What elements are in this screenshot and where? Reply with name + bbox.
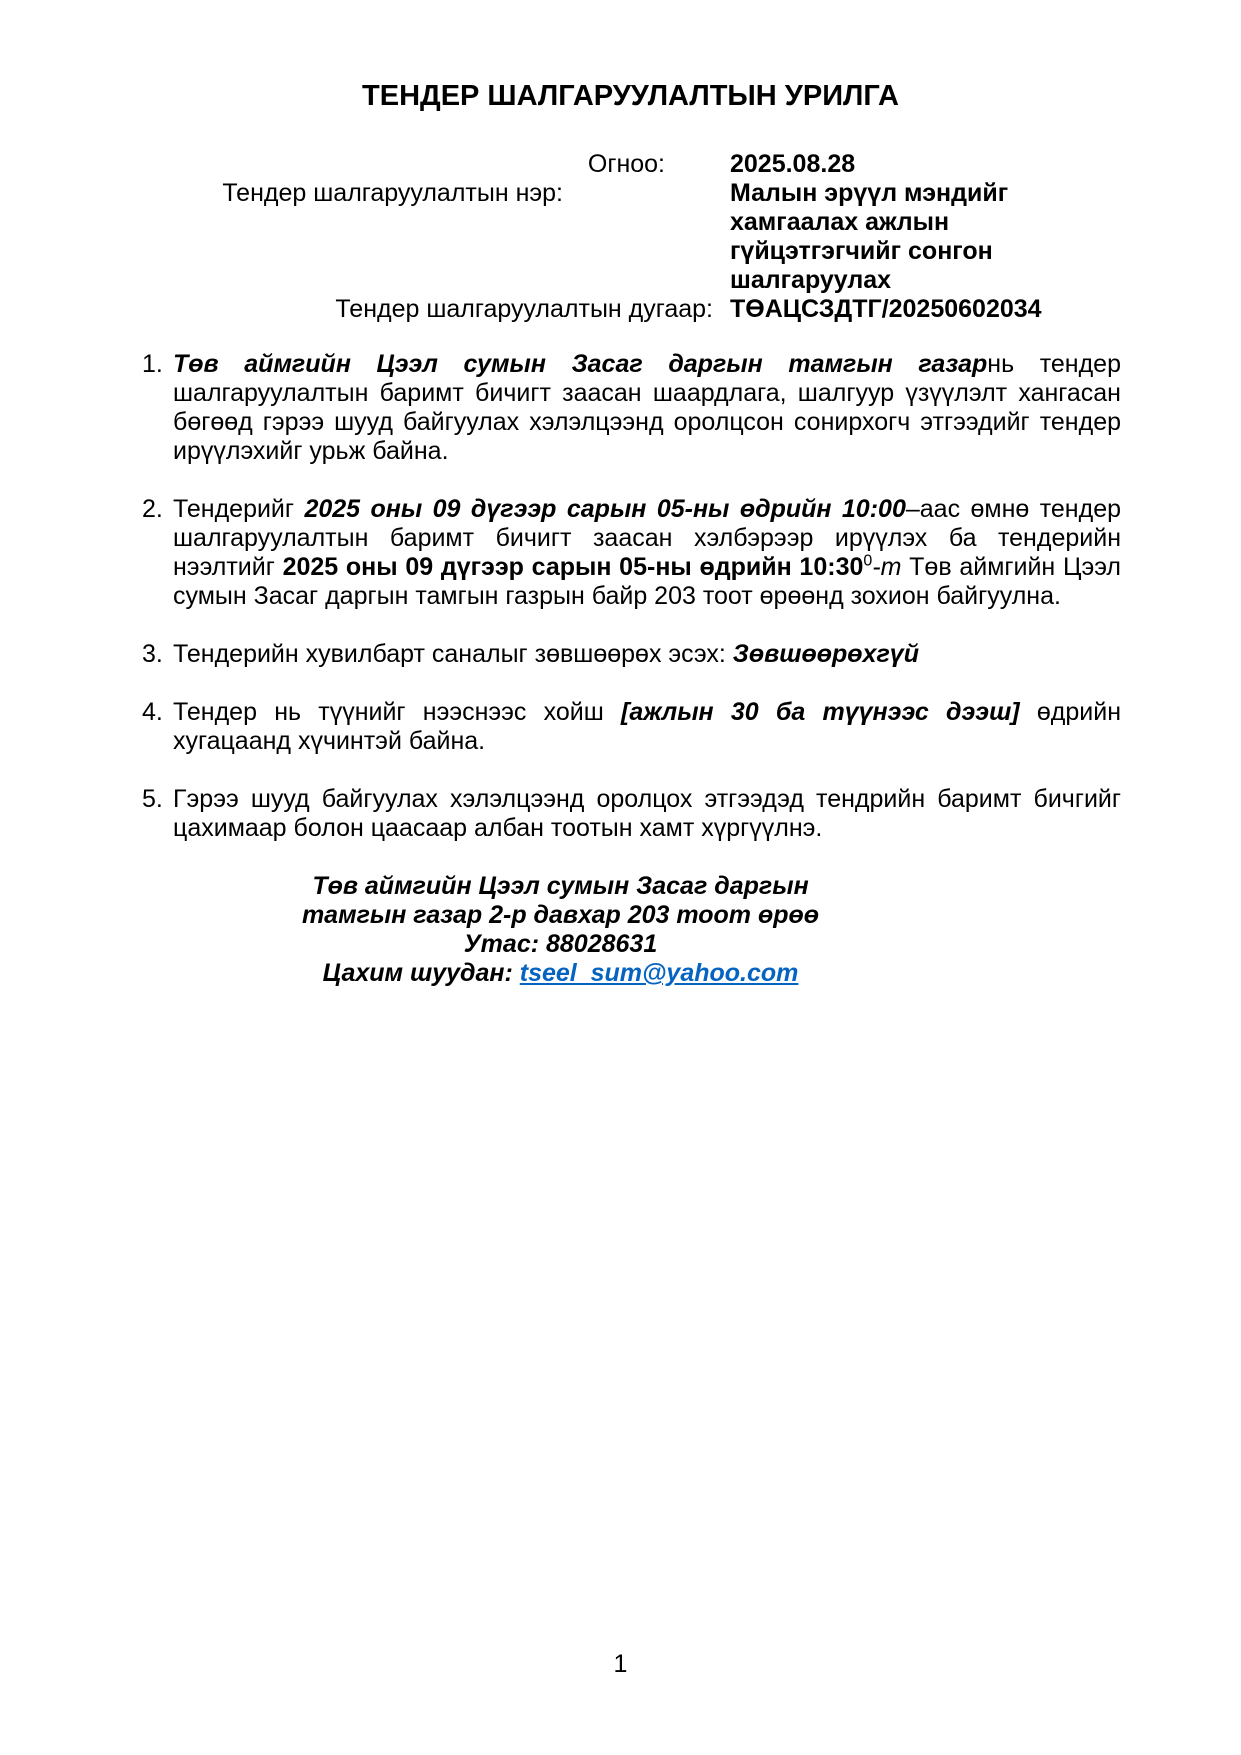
item-number: 2. <box>142 495 163 523</box>
item-text: Тендерийн хувилбарт саналыг зөвшөөрөх эсэх: <box>173 640 733 668</box>
list-item-1 <box>140 350 1121 466</box>
list-item-4 <box>140 698 1121 756</box>
tender-name-value: Малын эрүүл мэндийг хамгаалах ажлын гүйцэтгэгчийг сонгон шалгаруулах <box>730 179 1009 294</box>
item-number: 3. <box>142 640 163 668</box>
list-item-5 <box>140 785 1121 843</box>
tender-name-label: Тендер шалгаруулалтын нэр: <box>222 179 563 207</box>
suffix: -т <box>872 553 902 581</box>
tender-number-label: Тендер шалгаруулалтын дугаар: <box>335 295 713 323</box>
email-label: Цахим шуудан: <box>322 959 520 987</box>
date-value: 2025.08.28 <box>730 150 856 178</box>
contact-phone: Утас: 88028631 <box>463 930 658 958</box>
validity-period: [ажлын 30 ба түүнээс дээш] <box>621 698 1020 726</box>
item-text: Төв аймгийн Цээл сумын Засаг даргын тамгын газрын байр 203 тоот өрөөнд зохион байгуулна. <box>173 553 1121 610</box>
item-text: Гэрээ шууд байгуулах хэлэлцээнд оролцох этгээдэд тендрийн баримт бичгийг цахимаар болон цаасаар албан тоотын хамт хүргүүлнэ. <box>173 785 1121 842</box>
item-text: өдрийн хугацаанд хүчинтэй байна. <box>173 698 1121 755</box>
contact-email-line <box>0 959 1121 988</box>
item-text: нь тендер шалгаруулалтын баримт бичигт заасан шаардлага, шалгуур үзүүлэлт хангасан бөгөөд гэрээ шууд байгуулах хэлэлцээнд оролцсон сонирхогч этгээдийг тендер ирүүлэхийг урьж байна. <box>173 350 1121 465</box>
superscript-zero: 0 <box>863 552 873 570</box>
email-link[interactable]: tseel_sum@yahoo.com <box>519 959 799 987</box>
item-text: –аас өмнө тендер шалгаруулалтын баримт бичигт заасан хэлбэрээр ирүүлэх ба тендерийн нээлтийг <box>173 495 1122 581</box>
item-text: Тендерийг <box>173 495 305 523</box>
item-text: Тендер нь түүнийг нээснээс хойш <box>173 698 622 726</box>
date-label: Огноо: <box>587 150 665 178</box>
page-number: 1 <box>613 1650 628 1678</box>
list-item-3 <box>140 640 1121 669</box>
opening-datetime: 2025 оны 09 дүгээр сарын 05-ны өдрийн 10:30 <box>282 553 864 581</box>
numbered-list <box>140 350 1121 872</box>
alternative-bids-answer: Зөвшөөрөхгүй <box>732 640 919 668</box>
contact-org-line1: Төв аймгийн Цээл сумын Засаг даргын <box>312 872 809 900</box>
contact-block <box>0 872 1121 988</box>
contact-org-line2: тамгын газар 2-р давхар 203 тоот өрөө <box>301 901 820 929</box>
item-number: 1. <box>142 350 163 378</box>
submission-deadline: 2025 оны 09 дүгээр сарын 05-ны өдрийн 10:00 <box>304 495 906 523</box>
organization-name: Төв аймгийн Цээл сумын Засаг даргын тамгын газар <box>173 350 988 378</box>
tender-number-value: ТӨАЦСЗДТГ/20250602034 <box>730 295 1042 323</box>
list-item-2 <box>140 495 1121 611</box>
item-number: 5. <box>142 785 163 813</box>
item-number: 4. <box>142 698 163 726</box>
page-title: ТЕНДЕР ШАЛГАРУУЛАЛТЫН УРИЛГА <box>362 80 899 112</box>
